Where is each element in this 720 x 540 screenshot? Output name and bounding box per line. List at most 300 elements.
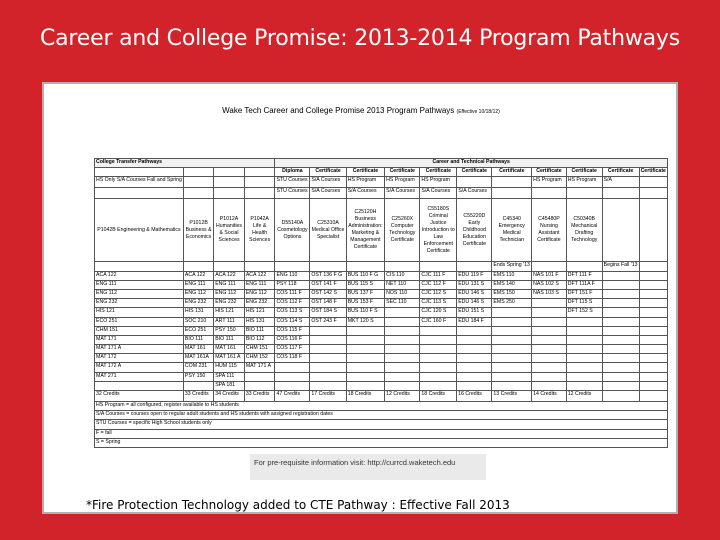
table-cell bbox=[420, 381, 457, 390]
table-cell bbox=[420, 354, 457, 363]
table-cell: HIS 121 bbox=[214, 308, 245, 317]
table-cell: ACA 122 bbox=[183, 271, 213, 280]
table-cell: COS 117 F bbox=[275, 345, 310, 354]
legend-row bbox=[95, 429, 668, 438]
table-cell: 17 Credits bbox=[310, 391, 346, 402]
table-cell bbox=[214, 262, 245, 271]
table-cell bbox=[183, 168, 213, 177]
table-cell bbox=[566, 188, 602, 199]
course-row bbox=[95, 381, 668, 390]
table-cell bbox=[639, 326, 667, 335]
table-cell bbox=[532, 381, 567, 390]
document-title: Wake Tech Career and College Promise 2013 Program Pathways bbox=[222, 106, 455, 115]
table-cell bbox=[385, 354, 420, 363]
table-cell: Certificate bbox=[346, 168, 384, 177]
table-cell bbox=[639, 177, 667, 188]
table-cell: COS 115 F bbox=[275, 326, 310, 335]
legend-item: HS Program = all configured, register available to HS students bbox=[95, 402, 668, 411]
legend-item: S/A Courses = courses open to regular adult students and HS students with assigned registration dates bbox=[95, 411, 668, 420]
table-cell bbox=[532, 345, 567, 354]
table-cell bbox=[244, 168, 275, 177]
table-cell bbox=[532, 354, 567, 363]
table-cell bbox=[385, 262, 420, 271]
table-cell bbox=[532, 372, 567, 381]
table-cell: COS 113 S bbox=[275, 308, 310, 317]
table-cell: EMS 150 bbox=[492, 289, 532, 298]
document-image bbox=[54, 92, 668, 512]
table-cell: 33 Credits bbox=[183, 391, 213, 402]
credits-row bbox=[95, 391, 668, 402]
table-cell bbox=[385, 326, 420, 335]
table-cell bbox=[602, 381, 639, 390]
table-cell bbox=[492, 177, 532, 188]
table-cell: SPA 111 bbox=[214, 372, 245, 381]
table-cell: C25310A Medical Office Specialist bbox=[310, 199, 346, 262]
table-cell: MAT 172 A bbox=[95, 363, 184, 372]
table-cell bbox=[602, 299, 639, 308]
table-cell bbox=[602, 271, 639, 280]
table-cell: HS Program bbox=[566, 177, 602, 188]
table-cell bbox=[639, 372, 667, 381]
table-cell bbox=[566, 345, 602, 354]
table-cell: BUS 110 F G bbox=[346, 271, 384, 280]
program-row bbox=[95, 199, 668, 262]
table-cell bbox=[532, 326, 567, 335]
table-cell bbox=[566, 326, 602, 335]
table-cell bbox=[275, 381, 310, 390]
table-cell: ENG 111 bbox=[183, 280, 213, 289]
table-cell bbox=[244, 188, 275, 199]
table-cell bbox=[385, 345, 420, 354]
table-cell: Certificate bbox=[457, 168, 492, 177]
footnote: *Fire Protection Technology added to CTE Pathway : Effective Fall 2013 bbox=[86, 498, 510, 512]
table-cell bbox=[457, 354, 492, 363]
table-cell: BUS 137 F bbox=[346, 289, 384, 298]
table-cell bbox=[214, 177, 245, 188]
table-cell: P1042B Engineering & Mathematics bbox=[95, 199, 184, 262]
course-type-row-2 bbox=[95, 188, 668, 199]
table-cell: HUM 115 bbox=[214, 363, 245, 372]
legend-row bbox=[95, 411, 668, 420]
table-cell: EDU 151 S bbox=[457, 308, 492, 317]
table-cell bbox=[385, 335, 420, 344]
table-cell bbox=[310, 345, 346, 354]
table-cell: Certificate bbox=[602, 168, 639, 177]
course-row bbox=[95, 317, 668, 326]
table-cell: CJC 113 S bbox=[420, 299, 457, 308]
table-cell: 34 Credits bbox=[214, 391, 245, 402]
table-cell bbox=[492, 326, 532, 335]
table-cell: MAT 161 bbox=[214, 345, 245, 354]
table-cell: OST 141 F bbox=[310, 280, 346, 289]
table-cell: Certificate bbox=[385, 168, 420, 177]
table-cell bbox=[385, 308, 420, 317]
table-cell: OST 184 S bbox=[310, 308, 346, 317]
table-cell bbox=[566, 354, 602, 363]
table-cell bbox=[566, 372, 602, 381]
table-cell: PSY 150 bbox=[214, 326, 245, 335]
table-cell bbox=[566, 317, 602, 326]
table-cell bbox=[457, 381, 492, 390]
table-cell: HS Program bbox=[346, 177, 384, 188]
table-cell bbox=[385, 363, 420, 372]
table-cell: ECO 251 bbox=[183, 326, 213, 335]
table-cell bbox=[602, 335, 639, 344]
table-cell bbox=[602, 188, 639, 199]
section-career-technical: Career and Technical Pathways bbox=[275, 159, 668, 168]
table-cell bbox=[639, 363, 667, 372]
table-cell bbox=[639, 345, 667, 354]
course-row bbox=[95, 335, 668, 344]
table-cell: ECO 251 bbox=[95, 317, 184, 326]
table-cell: ENG 112 bbox=[183, 289, 213, 298]
table-cell: BUS 153 F bbox=[346, 299, 384, 308]
table-cell bbox=[639, 271, 667, 280]
table-cell: BIO 111 bbox=[183, 335, 213, 344]
table-cell: 13 Credits bbox=[492, 391, 532, 402]
table-cell bbox=[457, 326, 492, 335]
table-cell: Diploma bbox=[275, 168, 310, 177]
table-cell: 18 Credits bbox=[420, 391, 457, 402]
table-cell: COS 116 F bbox=[275, 335, 310, 344]
table-cell bbox=[95, 188, 184, 199]
table-cell: Certificate bbox=[566, 168, 602, 177]
table-cell: HIS 121 bbox=[244, 308, 275, 317]
table-cell bbox=[214, 168, 245, 177]
table-cell: CJC 112 S bbox=[420, 289, 457, 298]
table-cell bbox=[602, 345, 639, 354]
table-cell: EDU 119 F bbox=[457, 271, 492, 280]
table-cell bbox=[310, 262, 346, 271]
table-cell: 47 Credits bbox=[275, 391, 310, 402]
table-cell bbox=[183, 188, 213, 199]
course-row bbox=[95, 326, 668, 335]
table-cell: NAS 102 S bbox=[532, 280, 567, 289]
table-cell bbox=[346, 381, 384, 390]
course-type-row bbox=[95, 177, 668, 188]
table-cell bbox=[183, 381, 213, 390]
table-cell bbox=[639, 299, 667, 308]
table-cell bbox=[566, 335, 602, 344]
table-cell bbox=[183, 262, 213, 271]
table-cell bbox=[244, 177, 275, 188]
table-cell: COM 231 bbox=[183, 363, 213, 372]
table-cell bbox=[639, 381, 667, 390]
table-cell: 12 Credits bbox=[385, 391, 420, 402]
table-cell bbox=[310, 381, 346, 390]
table-cell: MKT 120 S bbox=[346, 317, 384, 326]
table-cell bbox=[385, 381, 420, 390]
table-cell: COS 114 S bbox=[275, 317, 310, 326]
table-cell: DFT 115 S bbox=[566, 299, 602, 308]
table-cell bbox=[310, 363, 346, 372]
table-cell bbox=[420, 372, 457, 381]
table-cell bbox=[639, 308, 667, 317]
table-cell bbox=[492, 317, 532, 326]
table-cell bbox=[639, 289, 667, 298]
table-cell: 16 Credits bbox=[457, 391, 492, 402]
table-cell: ENG 232 bbox=[183, 299, 213, 308]
table-cell bbox=[346, 345, 384, 354]
table-cell: CHM 151 bbox=[95, 326, 184, 335]
table-cell bbox=[95, 381, 184, 390]
table-cell: S/A Courses bbox=[457, 188, 492, 199]
table-cell: HIS 131 bbox=[183, 308, 213, 317]
table-cell bbox=[532, 188, 567, 199]
table-cell bbox=[346, 335, 384, 344]
course-row bbox=[95, 345, 668, 354]
table-cell bbox=[602, 363, 639, 372]
table-cell bbox=[492, 188, 532, 199]
table-cell bbox=[346, 326, 384, 335]
table-cell: PSY 118 bbox=[275, 280, 310, 289]
table-cell: 33 Credits bbox=[244, 391, 275, 402]
table-cell: Certificate bbox=[639, 168, 667, 177]
course-row bbox=[95, 308, 668, 317]
course-row bbox=[95, 289, 668, 298]
document-heading bbox=[54, 106, 668, 115]
table-cell bbox=[244, 381, 275, 390]
table-cell: SEC 110 bbox=[385, 299, 420, 308]
table-cell bbox=[183, 177, 213, 188]
table-cell bbox=[639, 280, 667, 289]
table-cell: EMS 110 bbox=[492, 271, 532, 280]
table-cell bbox=[492, 335, 532, 344]
table-cell: COS 111 F bbox=[275, 289, 310, 298]
table-cell: ENG 110 bbox=[275, 271, 310, 280]
table-cell bbox=[310, 372, 346, 381]
table-cell bbox=[492, 363, 532, 372]
table-cell: ART 111 bbox=[214, 317, 245, 326]
table-cell: OST 142 S bbox=[310, 289, 346, 298]
table-cell: 32 Credits bbox=[95, 391, 184, 402]
legend-item: STU Courses = specific High School students only bbox=[95, 420, 668, 429]
table-cell: MAT 161A bbox=[183, 354, 213, 363]
table-cell bbox=[457, 262, 492, 271]
table-cell: ENG 112 bbox=[214, 289, 245, 298]
table-cell bbox=[602, 391, 639, 402]
table-cell: CJC 111 F bbox=[420, 271, 457, 280]
table-cell: P1042A Life & Health Sciences bbox=[244, 199, 275, 262]
table-cell: NAS 103 S bbox=[532, 289, 567, 298]
table-cell bbox=[385, 372, 420, 381]
table-cell bbox=[346, 372, 384, 381]
table-cell: ENG 111 bbox=[244, 280, 275, 289]
table-cell: MAT 271 bbox=[95, 372, 184, 381]
table-cell bbox=[492, 381, 532, 390]
table-cell bbox=[457, 335, 492, 344]
table-cell bbox=[457, 177, 492, 188]
table-cell: ENG 232 bbox=[244, 299, 275, 308]
table-cell bbox=[275, 363, 310, 372]
table-cell: DFT 111 F bbox=[566, 271, 602, 280]
prerequisite-link[interactable]: For pre-requisite information visit: http://currcd.waketech.edu bbox=[254, 458, 456, 467]
legend-row bbox=[95, 438, 668, 447]
table-cell: Certificate bbox=[492, 168, 532, 177]
table-cell bbox=[532, 335, 567, 344]
table-cell: ACA 122 bbox=[214, 271, 245, 280]
table-cell bbox=[602, 326, 639, 335]
table-cell bbox=[492, 372, 532, 381]
table-cell: C50340B Mechanical Drafting Technology bbox=[566, 199, 602, 262]
table-cell: HS Program bbox=[385, 177, 420, 188]
table-cell bbox=[420, 345, 457, 354]
credential-row bbox=[95, 168, 668, 177]
table-cell bbox=[95, 168, 184, 177]
table-cell: S/A Courses bbox=[385, 188, 420, 199]
table-cell: HIS 121 bbox=[95, 308, 184, 317]
table-cell bbox=[639, 317, 667, 326]
table-cell: BUS 115 S bbox=[346, 280, 384, 289]
table-cell bbox=[244, 372, 275, 381]
table-cell bbox=[602, 308, 639, 317]
table-cell bbox=[639, 391, 667, 402]
table-cell bbox=[532, 317, 567, 326]
table-cell: S/A Courses bbox=[420, 188, 457, 199]
table-cell: NET 110 bbox=[385, 280, 420, 289]
table-cell: MAT 171 A bbox=[244, 363, 275, 372]
table-cell: NOS 110 bbox=[385, 289, 420, 298]
table-cell: C25120H Business Administration: Marketing & Management Certificate bbox=[346, 199, 384, 262]
legend-row bbox=[95, 402, 668, 411]
table-cell: EDU 131 S bbox=[457, 280, 492, 289]
table-cell bbox=[602, 280, 639, 289]
table-cell: 14 Credits bbox=[532, 391, 567, 402]
table-cell bbox=[566, 262, 602, 271]
table-cell: S/A Courses bbox=[310, 177, 346, 188]
table-cell bbox=[492, 308, 532, 317]
course-row bbox=[95, 271, 668, 280]
table-cell: ENG 112 bbox=[95, 289, 184, 298]
table-cell bbox=[602, 289, 639, 298]
table-cell bbox=[346, 262, 384, 271]
course-row bbox=[95, 354, 668, 363]
table-cell bbox=[602, 354, 639, 363]
table-cell: HS Program bbox=[532, 177, 567, 188]
table-cell: OST 136 F G bbox=[310, 271, 346, 280]
table-cell: MAT 161 bbox=[183, 345, 213, 354]
course-row bbox=[95, 363, 668, 372]
table-cell: NAS 101 F bbox=[532, 271, 567, 280]
table-cell: OST 243 F bbox=[310, 317, 346, 326]
table-cell: DFT 152 S bbox=[566, 308, 602, 317]
table-cell: C55220D Early Childhood Education Certificate bbox=[457, 199, 492, 262]
table-cell: COS 118 F bbox=[275, 354, 310, 363]
table-cell: CJC 120 S bbox=[420, 308, 457, 317]
table-cell: MAT 172 bbox=[95, 354, 184, 363]
table-cell bbox=[346, 354, 384, 363]
table-cell: BIO 112 bbox=[244, 335, 275, 344]
table-cell bbox=[457, 372, 492, 381]
slide-title: Career and College Promise: 2013-2014 Program Pathways bbox=[39, 26, 681, 51]
section-header-row bbox=[95, 159, 668, 168]
document-frame bbox=[42, 82, 678, 514]
table-cell: HIS 131 bbox=[244, 317, 275, 326]
table-cell: CHM 151 bbox=[244, 345, 275, 354]
table-cell: SPA 181 bbox=[214, 381, 245, 390]
legend-item: F = fall bbox=[95, 429, 668, 438]
legend-row bbox=[95, 420, 668, 429]
table-cell: ACA 122 bbox=[95, 271, 184, 280]
table-cell bbox=[492, 345, 532, 354]
table-cell bbox=[420, 363, 457, 372]
table-cell: STU Courses bbox=[275, 188, 310, 199]
table-cell: ENG 112 bbox=[244, 289, 275, 298]
table-cell bbox=[457, 345, 492, 354]
table-cell: C25260X Computer Technology Certificate bbox=[385, 199, 420, 262]
table-cell: EDU 146 S bbox=[457, 289, 492, 298]
table-cell: ACA 122 bbox=[244, 271, 275, 280]
table-cell: 12 Credits bbox=[566, 391, 602, 402]
table-cell bbox=[532, 363, 567, 372]
table-cell: CHM 152 bbox=[244, 354, 275, 363]
table-cell: MAT 171 bbox=[95, 335, 184, 344]
table-cell bbox=[566, 381, 602, 390]
table-cell: CIS 110 bbox=[385, 271, 420, 280]
table-cell bbox=[457, 363, 492, 372]
table-cell bbox=[310, 326, 346, 335]
table-cell bbox=[420, 326, 457, 335]
table-cell: ENG 232 bbox=[95, 299, 184, 308]
table-cell bbox=[602, 317, 639, 326]
table-cell: PSY 150 bbox=[183, 372, 213, 381]
table-cell: Certificate bbox=[420, 168, 457, 177]
table-cell: CJC 160 F bbox=[420, 317, 457, 326]
table-cell: P1012B Business & Economics bbox=[183, 199, 213, 262]
table-cell: EMS 250 bbox=[492, 299, 532, 308]
table-cell: S/A Courses bbox=[310, 188, 346, 199]
table-cell bbox=[639, 188, 667, 199]
table-cell: SOC 210 bbox=[183, 317, 213, 326]
table-cell bbox=[214, 188, 245, 199]
table-cell: STU Courses bbox=[275, 177, 310, 188]
table-cell: Ends Spring '13 bbox=[492, 262, 532, 271]
table-cell: ENG 232 bbox=[214, 299, 245, 308]
table-cell: P1012A Humanities & Social Sciences bbox=[214, 199, 245, 262]
table-cell bbox=[95, 262, 184, 271]
table-cell: HS Only S/A Courses Fall and Spring bbox=[95, 177, 184, 188]
table-cell: ENG 111 bbox=[214, 280, 245, 289]
table-cell: OST 148 F bbox=[310, 299, 346, 308]
table-cell: 18 Credits bbox=[346, 391, 384, 402]
table-cell: BIO 111 bbox=[214, 335, 245, 344]
table-cell bbox=[385, 317, 420, 326]
table-cell bbox=[244, 262, 275, 271]
table-cell: HS Program bbox=[420, 177, 457, 188]
table-cell: D55140A Cosmetology Options bbox=[275, 199, 310, 262]
table-cell bbox=[602, 372, 639, 381]
table-cell: CJC 112 F bbox=[420, 280, 457, 289]
table-cell: Certificate bbox=[310, 168, 346, 177]
table-cell: DFT 151 F bbox=[566, 289, 602, 298]
table-cell bbox=[532, 308, 567, 317]
table-cell: Begins Fall '13 bbox=[602, 262, 639, 271]
pathways-table bbox=[94, 158, 668, 448]
table-cell bbox=[492, 354, 532, 363]
table-cell bbox=[420, 335, 457, 344]
table-cell: S/A Courses bbox=[346, 188, 384, 199]
table-cell bbox=[532, 262, 567, 271]
table-cell: MAT 161 A bbox=[214, 354, 245, 363]
table-cell bbox=[310, 335, 346, 344]
course-row bbox=[95, 280, 668, 289]
table-cell: C45340 Emergency Medical Technician bbox=[492, 199, 532, 262]
table-cell: EDU 146 S bbox=[457, 299, 492, 308]
table-cell: EMS 140 bbox=[492, 280, 532, 289]
table-cell: DFT 111A F bbox=[566, 280, 602, 289]
table-cell: C55180S Criminal Justice Introduction to Law Enforcement Certificate bbox=[420, 199, 457, 262]
table-cell bbox=[346, 363, 384, 372]
